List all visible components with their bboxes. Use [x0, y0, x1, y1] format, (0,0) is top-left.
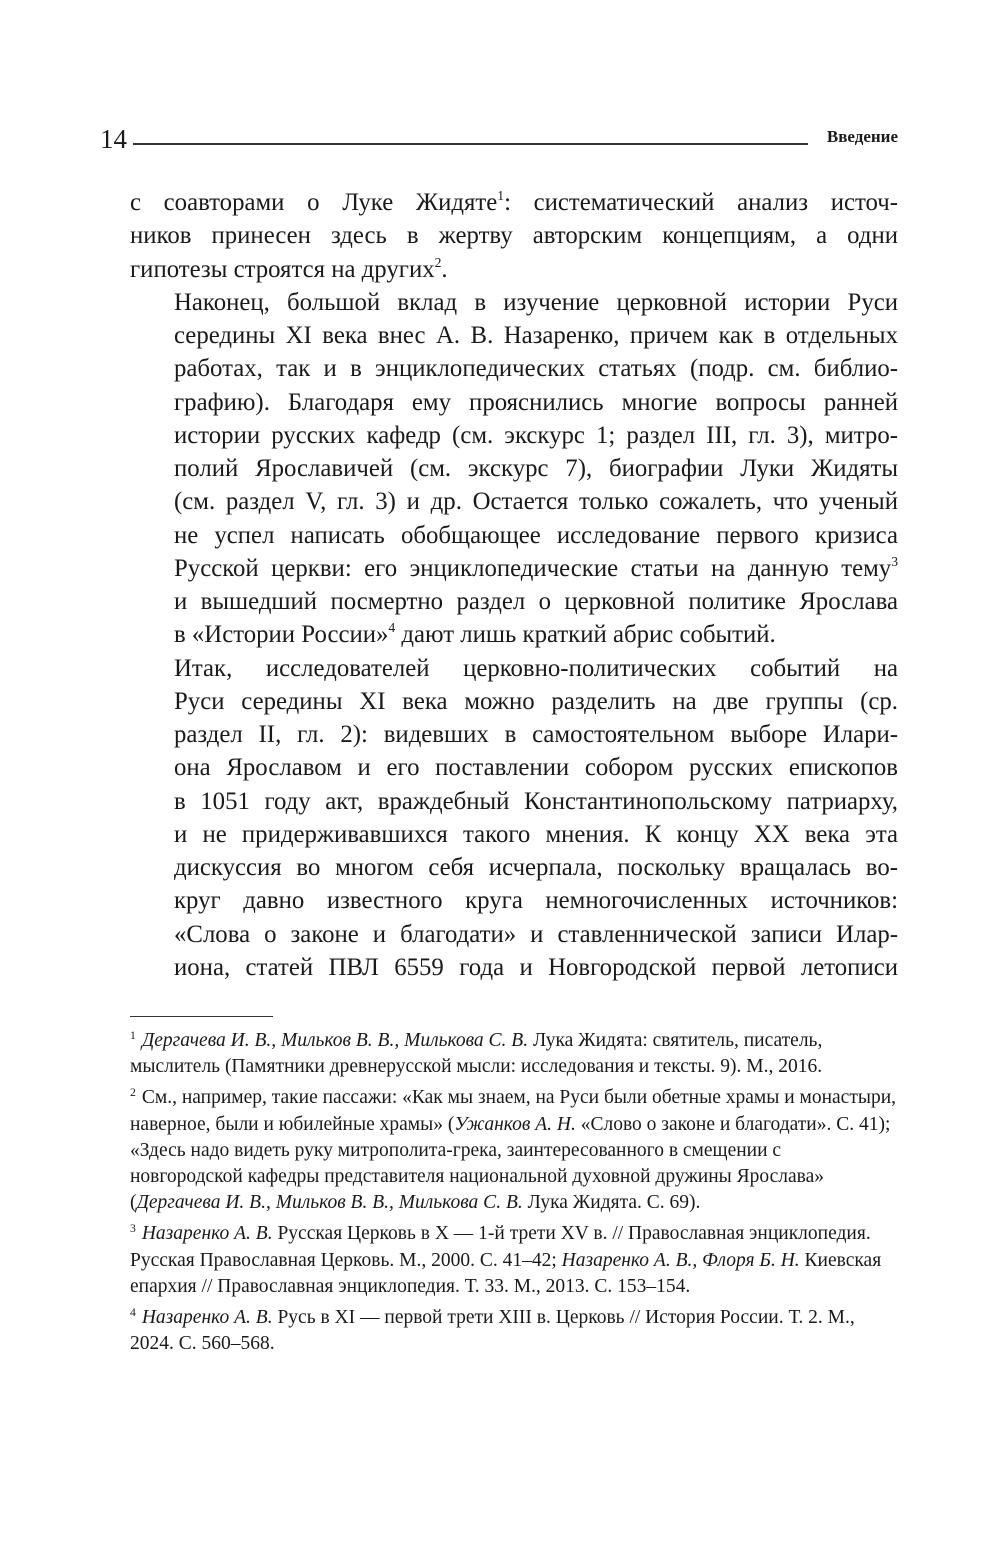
footnote-number: 1 [130, 1028, 136, 1042]
footnote-authors: Назаренко А. В., Флоря Б. Н. [561, 1249, 800, 1271]
footnote-authors: Ужанков А. Н. [454, 1113, 576, 1135]
paragraph-2 [130, 286, 898, 652]
text-line: не успел написать обобщающее исследование первого кризиса [174, 521, 898, 549]
text-line: «Слова о законе и благодати» и ставленнической записи Илар- [174, 920, 898, 948]
footnote-2: $^2$ См., например, такие пассажи: «Как мы знаем, на Руси были обетные храмы и монастыри, наверное, были и юбилейные храмы» (Ужанков А. Н. «Слово о законе и благодати». С. 41); «Здесь надо видеть руку митрополита-грека, заинтересованного в смещении с новгородской кафедры представителя национальной духовной дружины Ярослава» (Дергачева И. В., Мильков В. В., Милькова С. В. Лука Жидята. С. 69). [130, 1086, 897, 1214]
page-header [100, 124, 898, 154]
footnote-authors: Дергачева И. В., Мильков В. В., Милькова С. В. [141, 1030, 529, 1051]
paragraph-3 [130, 652, 898, 985]
text-line: Итак, исследователей церковно-политических событий на [174, 654, 898, 682]
footnote-number: 4 [130, 1306, 136, 1320]
text-line: работах, так и в энциклопедических статьях (подр. см. библио- [174, 355, 898, 383]
footnote-1: $^1$ Дергачева И. В., Мильков В. В., Милькова С. В. Лука Жидята: святитель, писатель, мыслитель (Памятники древнерусской мысли: исследования и тексты. 9). М., 2016. [130, 1028, 823, 1078]
footnote-authors: Назаренко А. В. [141, 1223, 273, 1245]
footnote-authors: Назаренко А. В. [141, 1307, 273, 1329]
footnote-4: $^4$ Назаренко А. В. Русь в XI — первой трети XIII в. Церковь // История России. Т. 2. М., 2024. С. 560–568. [130, 1306, 855, 1355]
text-line: в «Истории России»$^4$ дают лишь краткий абрис событий. [174, 620, 776, 649]
text-line: иона, статей ПВЛ 6559 года и Новгородской первой летописи [174, 953, 898, 981]
text-line: в 1051 году акт, враждебный Константинопольскому патриарху, [174, 787, 898, 815]
running-head: Введение [826, 127, 898, 146]
text-line: Руси середины XI века можно разделить на две группы (ср. [174, 687, 898, 715]
footnote-ref[interactable]: 3 [891, 553, 898, 569]
footnote-number: 2 [130, 1086, 136, 1100]
text-line: она Ярославом и его поставлении собором русских епископов [174, 754, 898, 782]
text-line: истории русских кафедр (см. экскурс 1; раздел III, гл. 3), митро- [174, 421, 898, 449]
footnote-ref[interactable]: 4 [388, 620, 396, 636]
footnote-ref[interactable]: 2 [434, 254, 442, 270]
main-text [130, 186, 898, 984]
footnote-3: $^3$ Назаренко А. В. Русская Церковь в X — 1-й трети XV в. // Православная энциклопедия. Русская Православная Церковь. М., 2000. С. 41–42; Назаренко А. В., Флоря Б. Н. Киевская епархия // Православная энциклопедия. Т. 33. М., 2013. С. 153–154. [130, 1222, 882, 1297]
text-line: ников принесен здесь в жертву авторским концепциям, а одни [130, 222, 898, 250]
paragraph-1 [130, 186, 898, 286]
text-line: полий Ярославичей (см. экскурс 7), биографии Луки Жидяты [174, 455, 898, 482]
footnote-separator [130, 1016, 273, 1017]
text-line: середины XI века внес А. В. Назаренко, причем как в отдельных [174, 322, 898, 349]
footnote-number: 3 [130, 1222, 136, 1236]
text-line: раздел II, гл. 2): видевших в самостоятельном выборе Илари- [174, 721, 898, 748]
text-line: дискуссия во многом себя исчерпала, поскольку вращалась во- [174, 854, 898, 881]
footnote-ref[interactable]: 1 [497, 187, 505, 203]
text-line: графию). Благодаря ему прояснились многие вопросы ранней [174, 388, 898, 416]
text-line: круг давно известного круга немногочисленных источников: [174, 887, 898, 915]
text-line: и не придерживавшихся такого мнения. К концу XX века эта [174, 820, 898, 848]
footnote-authors: Дергачева И. В., Мильков В. В., Милькова С. В. [136, 1192, 523, 1214]
text-line: с соавторами о Луке Жидяте$^1$: систематический анализ источ- [130, 187, 898, 216]
text-line: Наконец, большой вклад в изучение церковной истории Руси [174, 288, 898, 316]
footnotes [130, 1028, 898, 1362]
text-line: Русской церкви: его энциклопедические статьи на данную тему$^3$ [174, 553, 898, 582]
page-number: 14 [100, 124, 127, 154]
text-line: гипотезы строятся на других$^2$. [130, 254, 448, 283]
header-rule [133, 143, 808, 145]
text-line: и вышедший посмертно раздел о церковной политике Ярослава [174, 588, 898, 615]
text-line: (см. раздел V, гл. 3) и др. Остается только сожалеть, что ученый [174, 488, 898, 516]
